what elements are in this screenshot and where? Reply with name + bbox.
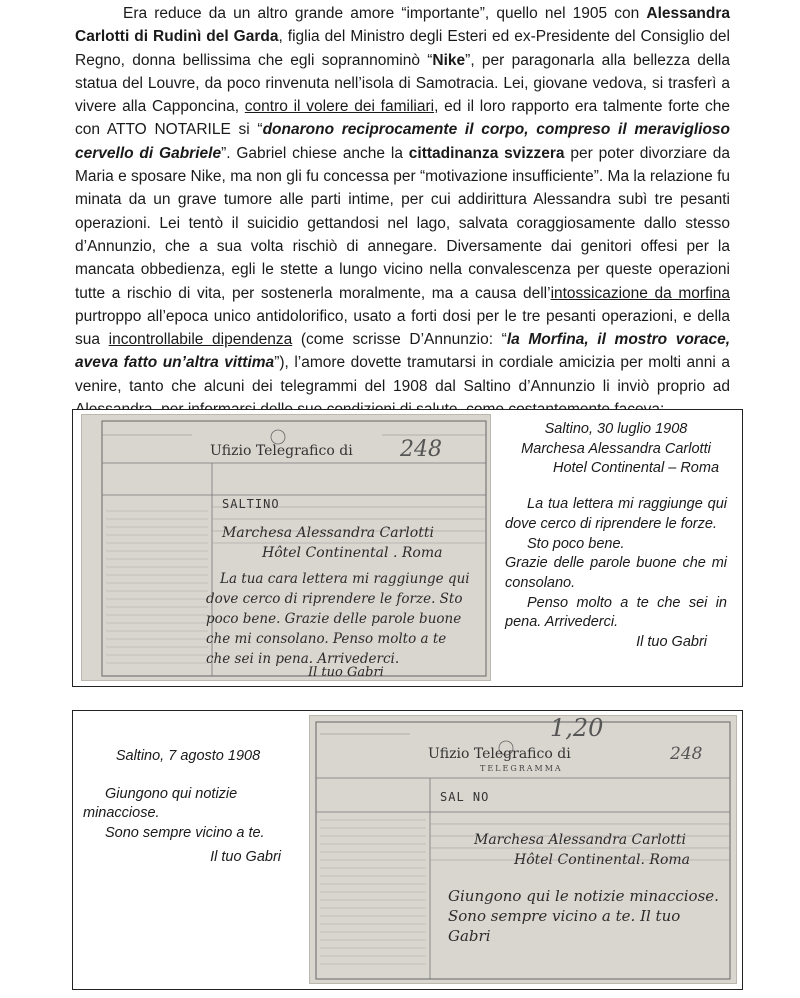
- telegram-number: 248: [670, 744, 703, 764]
- telegram-signature: Gabri: [448, 927, 491, 945]
- telegram-box-2: [72, 710, 743, 990]
- telegram-hand-line: che sei in pena. Arrivederci.: [206, 651, 400, 667]
- telegram-corner-number: 1,20: [550, 715, 604, 742]
- paragraph-text: [75, 2, 730, 421]
- body-text: La tua lettera mi raggiunge qui dove cerco di riprendere le forze.: [505, 496, 727, 532]
- text-run: per poter divorziare da Maria e sposare Nike, ma non gli fu concessa per “motivazione insufficiente”. Ma la relazione fu minata da un grave tumore alle parti intime, per cui addirittura Alessandra subì tre pesanti operazioni. Lei tentò il suicidio gettandosi nel lago, salvata coraggiosamente dallo stesso d’Annunzio, che a sua volta rischiò di annegare. Diversamente dai genitori offesi per la mancata obbedienza, egli le stette a lungo vicino nella convalescenza per queste operazioni tutte a rischio di vita, per sostenerla moralmente, ma a causa dell’: [75, 144, 731, 302]
- body-text: Giungono qui notizie minacciose.: [83, 785, 238, 822]
- telegram-box-1: [72, 409, 743, 687]
- telegram-image-1: [81, 414, 491, 681]
- body-text: Grazie delle parole buone che mi consolano.: [505, 555, 727, 591]
- telegram-hand-line: La tua cara lettera mi raggiunge qui: [220, 571, 470, 587]
- text-run: (come scrisse D’Annunzio: “: [292, 331, 507, 349]
- underlined-phrase: incontrollabile dipendenza: [108, 331, 293, 349]
- telegram-hand-line: Marchesa Alessandra Carlotti: [474, 832, 686, 848]
- telegram-header: Ufizio Telegrafico di: [210, 443, 353, 459]
- telegram-hand-line: che mi consolano. Penso molto a te: [206, 631, 447, 647]
- bold-phrase: cittadinanza svizzera: [408, 144, 565, 162]
- body-text: Sono sempre vicino a te.: [105, 825, 265, 842]
- text-run: Era reduce da un altro grande amore “importante”, quello nel 1905 con: [123, 5, 647, 22]
- text-run: ”), l’amore dovette tramutarsi in cordiale amicizia per molti anni a venire, tanto che alcuni dei telegrammi del 1908 dal Saltino d’Annunzio li inviò proprio ad: [75, 354, 730, 395]
- telegram-hand-line: Sono sempre vicino a te. Il tuo: [448, 907, 681, 925]
- underlined-phrase: contro il volere dei familiari: [244, 98, 435, 116]
- telegram-number: 248: [400, 437, 442, 462]
- telegram-image-2: [309, 715, 737, 984]
- telegram-hand-line: dove cerco di riprendere le forze. Sto: [206, 591, 463, 607]
- telegram-header: Ufizio Telegrafico di: [428, 746, 571, 762]
- telegram-hand-line: Hôtel Continental . Roma: [262, 545, 443, 561]
- place-date: Saltino, 7 agosto 1908: [115, 748, 261, 764]
- nickname-nike: Nike: [432, 51, 466, 69]
- body-text: Sto poco bene.: [527, 535, 625, 552]
- telegram-hand-line: Marchesa Alessandra Carlotti: [222, 525, 434, 541]
- text-run: ”, per paragonarla alla bellezza della statua del Louvre, da poco rinvenuta nell’isola di Samotracia. Lei, giovane vedova, si trasferì a vivere alla Capponcina,: [75, 51, 730, 116]
- recipient: Marchesa Alessandra Carlotti: [521, 440, 711, 457]
- transcription-1: [505, 420, 727, 653]
- quote-bold-italic: donarono reciprocamente il corpo, compreso il meraviglioso cervello di Gabriele: [75, 121, 730, 162]
- signature: Il tuo Gabri: [636, 634, 707, 651]
- transcription-2: [83, 747, 293, 868]
- body-text: Penso molto a te che sei in pena. Arrivederci.: [505, 594, 727, 631]
- main-paragraph: [75, 2, 730, 421]
- name-alessandra: Alessandra Carlotti di Rudinì del Garda: [75, 5, 730, 46]
- text-run: purtroppo all’epoca unico antidolorifico, usato a forti dosi per le tre pesanti operazioni, e della sua: [75, 307, 730, 349]
- telegram-subheader: TELEGRAMMA: [480, 764, 563, 773]
- text-run: , ed il loro rapporto era talmente forte che con ATTO NOTARILE si “: [75, 98, 730, 139]
- address: Hotel Continental – Roma: [552, 460, 720, 477]
- quote-bold-italic: la Morfina, il mostro vorace, aveva fatto un’altra vittima: [75, 331, 730, 372]
- signature: Il tuo Gabri: [210, 848, 281, 865]
- text-run: ”. Gabriel chiese anche la: [221, 144, 409, 162]
- telegram-hand-line: Giungono qui le notizie minacciose.: [448, 887, 719, 905]
- telegram-signature: Il tuo Gabri: [308, 665, 384, 680]
- place-date: Saltino, 30 luglio 1908: [544, 421, 688, 437]
- text-run: , figlia del Ministro degli Esteri ed ex-Presidente del Consiglio del Regno, donna bellissima che egli soprannominò “: [75, 28, 730, 69]
- telegram-hand-line: poco bene. Grazie delle parole buone: [206, 611, 462, 627]
- telegram-hand-line: Hôtel Continental. Roma: [514, 852, 690, 868]
- telegram-place: SALTINO: [222, 497, 280, 511]
- telegram-place: SAL NO: [440, 790, 490, 804]
- underlined-phrase: intossicazione da morfina: [550, 284, 731, 302]
